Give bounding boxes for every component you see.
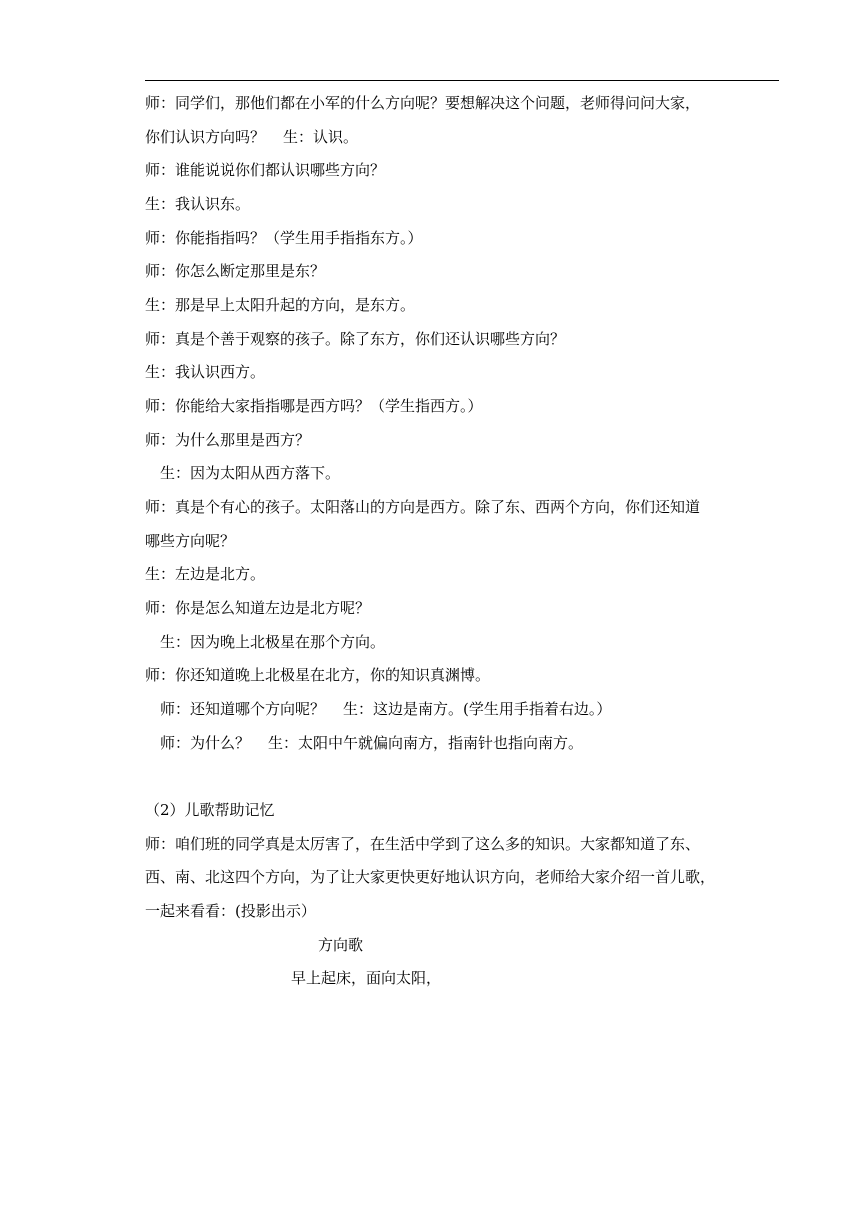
text-line-4: 生：我认识东。 xyxy=(145,195,251,213)
text-line-8: 师：真是个善于观察的孩子。除了东方，你们还认识哪些方向？ xyxy=(145,330,566,348)
text-line-22: 师：咱们班的同学真是太厉害了，在生活中学到了这么多的知识。大家都知道了东、 xyxy=(145,835,701,853)
text-line-20: 师：为什么？ 生：太阳中午就偏向南方，指南针也指向南方。 xyxy=(160,734,584,752)
song-line-1: 早上起床，面向太阳， xyxy=(291,969,442,987)
text-line-23: 西、南、北这四个方向，为了让大家更快更好地认识方向，老师给大家介绍一首儿歌， xyxy=(145,868,716,886)
text-line-16: 师：你是怎么知道左边是北方呢？ xyxy=(145,599,371,617)
text-line-10: 师：你能给大家指指哪是西方吗？（学生指西方。） xyxy=(145,397,483,415)
text-line-14: 哪些方向呢？ xyxy=(145,532,236,550)
text-line-7: 生：那是早上太阳升起的方向，是东方。 xyxy=(145,296,416,314)
text-line-5: 师：你能指指吗？（学生用手指指东方。） xyxy=(145,229,423,247)
text-line-3: 师：谁能说说你们都认识哪些方向？ xyxy=(145,161,386,179)
text-line-6: 师：你怎么断定那里是东？ xyxy=(145,262,326,280)
text-line-24: 一起来看看：(投影出示） xyxy=(145,902,316,920)
text-line-2: 你们认识方向吗？ 生：认识。 xyxy=(145,128,359,146)
header-rule xyxy=(145,80,779,81)
text-line-9: 生：我认识西方。 xyxy=(145,363,266,381)
text-line-15: 生：左边是北方。 xyxy=(145,565,266,583)
text-line-18: 师：你还知道晚上北极星在北方，你的知识真渊博。 xyxy=(145,666,491,684)
text-line-19: 师：还知道哪个方向呢？ 生：这边是南方。(学生用手指着右边。） xyxy=(160,700,612,718)
text-line-11: 师：为什么那里是西方？ xyxy=(145,431,311,449)
text-line-1: 师：同学们，那他们都在小军的什么方向呢？要想解决这个问题，老师得问问大家， xyxy=(145,94,701,112)
text-line-13: 师：真是个有心的孩子。太阳落山的方向是西方。除了东、西两个方向，你们还知道 xyxy=(145,498,701,516)
section-heading: （2）儿歌帮助记忆 xyxy=(145,801,275,819)
text-line-12: 生：因为太阳从西方落下。 xyxy=(160,464,341,482)
song-title: 方向歌 xyxy=(318,936,364,954)
text-line-17: 生：因为晚上北极星在那个方向。 xyxy=(160,633,386,651)
